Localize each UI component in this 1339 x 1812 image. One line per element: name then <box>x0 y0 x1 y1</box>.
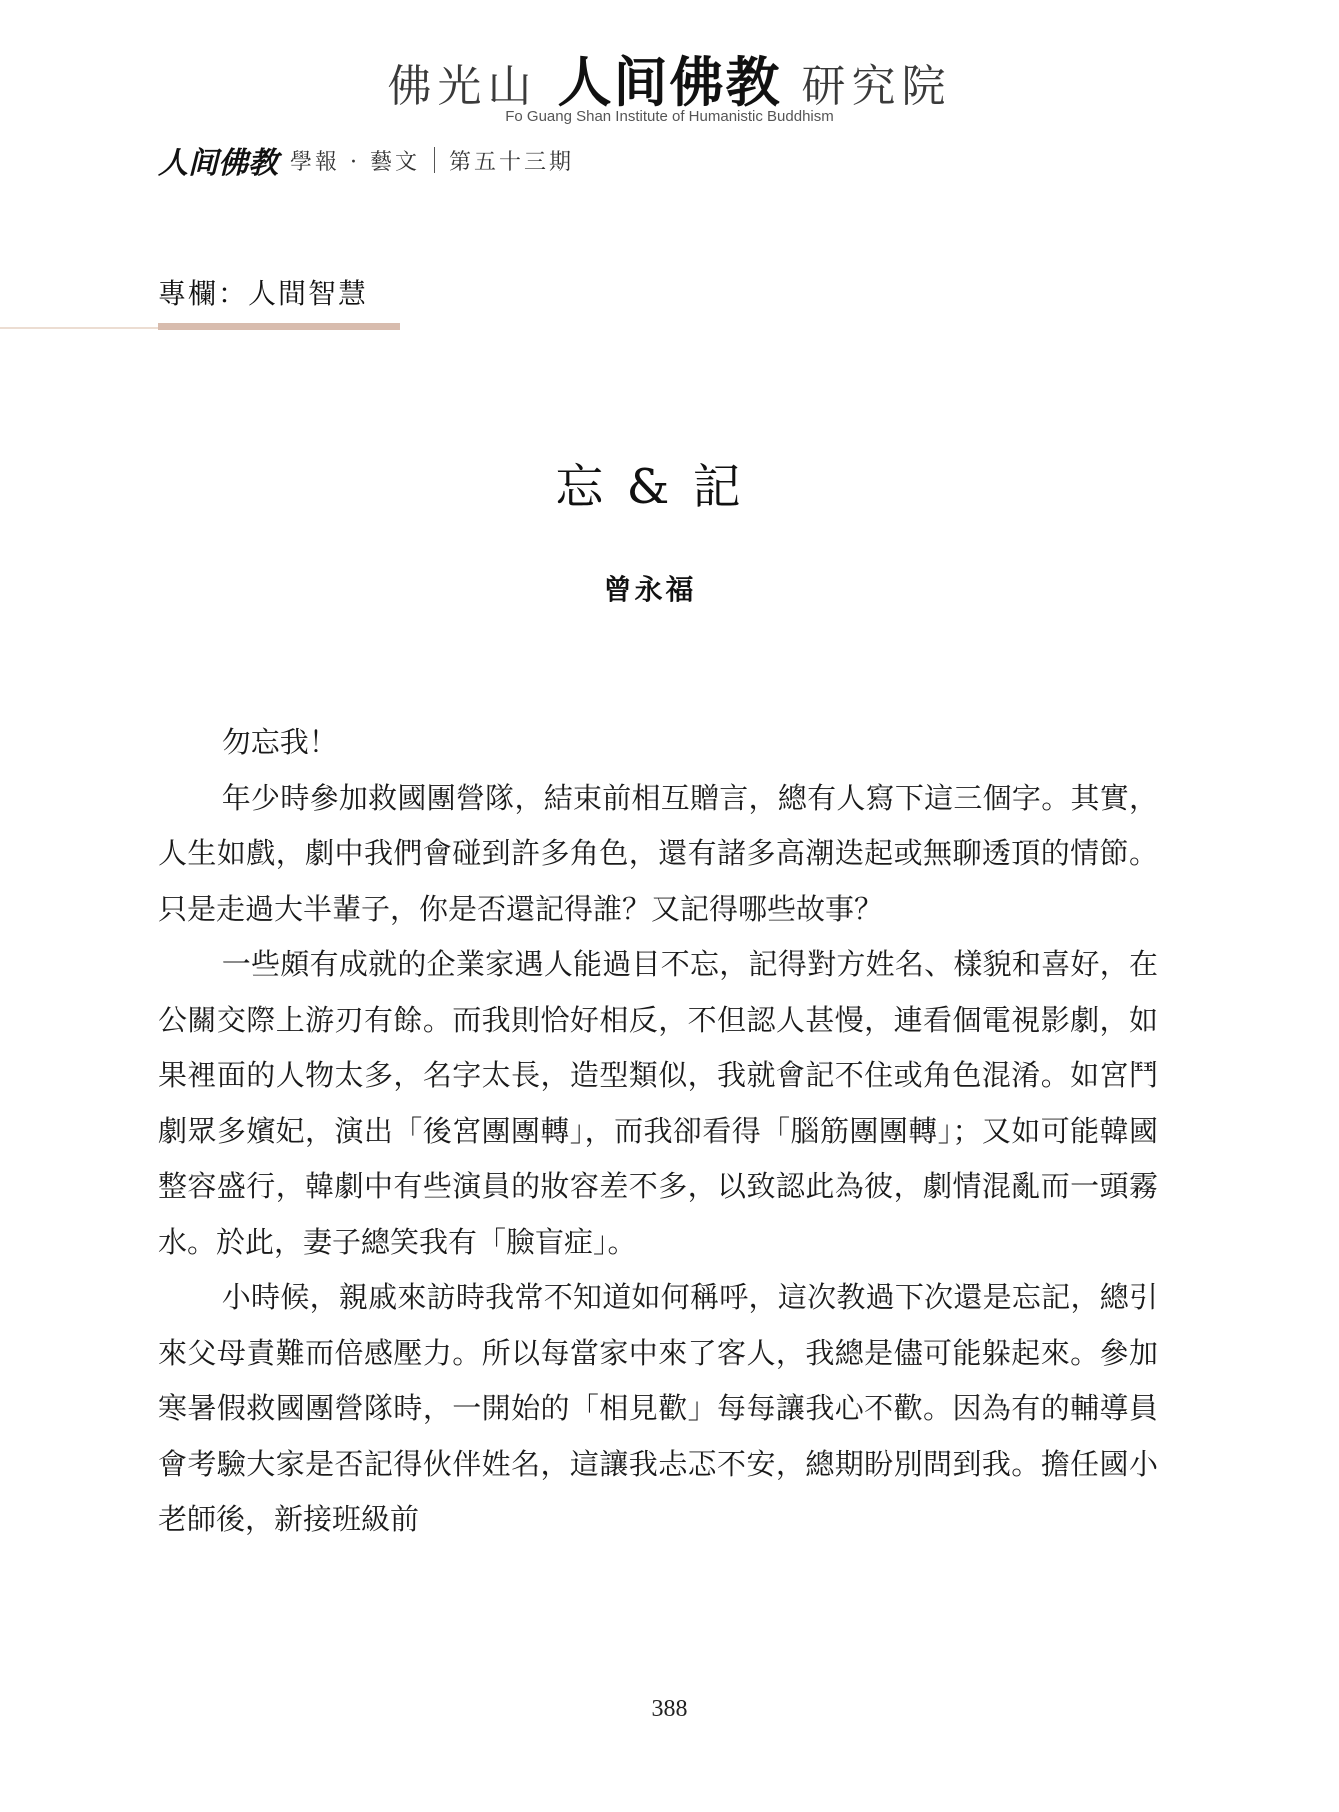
journal-header <box>158 142 574 181</box>
article-paragraph: 年少時參加救國團營隊，結束前相互贈言，總有人寫下這三個字。其實，人生如戲，劇中我們會碰到許多角色，還有諸多高潮迭起或無聊透頂的情節。只是走過大半輩子，你是否還記得誰？又記得哪些故事？ <box>158 780 1158 926</box>
journal-issue: 第五十三期 <box>448 149 574 175</box>
article-paragraph: 勿忘我！ <box>221 725 338 759</box>
institute-brand-logo: 人间佛教 <box>557 50 782 114</box>
institute-suffix: 研究院 <box>801 61 952 112</box>
column-label: 專欄：人間智慧 <box>158 277 369 310</box>
journal-name: 學報 · 藝文 <box>290 149 420 175</box>
article-author: 曾永福 <box>603 573 697 606</box>
article-paragraph: 小時候，親戚來訪時我常不知道如何稱呼，這次教過下次還是忘記，總引來父母責難而倍感壓力。所以每當家中來了客人，我總是儘可能躲起來。參加寒暑假救國團營隊時，一開始的「相見歡」每每讓我心不歡。因為有的輔導員會考驗大家是否記得伙伴姓名，這讓我忐忑不安，總期盼別問到我。擔任國小老師後，新接班級前 <box>158 1280 1158 1536</box>
page-number: 388 <box>651 1696 688 1722</box>
journal-brand-logo: 人间佛教 <box>158 146 278 181</box>
institute-english-name: Fo Guang Shan Institute of Humanistic Buddhism <box>505 108 834 125</box>
institute-prefix: 佛光山 <box>387 61 538 112</box>
column-rule-accent <box>158 323 400 330</box>
article-paragraph: 一些頗有成就的企業家遇人能過目不忘，記得對方姓名、樣貌和喜好，在公關交際上游刃有餘。而我則恰好相反，不但認人甚慢，連看個電視影劇，如果裡面的人物太多，名字太長，造型類似，我就會記不住或角色混淆。如宮鬥劇眾多嬪妃，演出「後宮團團轉」，而我卻看得「腦筋團團轉」；又如可能韓國整容盛行，韓劇中有些演員的妝容差不多，以致認此為彼，劇情混亂而一頭霧水。於此，妻子總笑我有「臉盲症」。 <box>158 947 1158 1259</box>
institute-title <box>0 40 1339 117</box>
journal-divider <box>434 147 435 173</box>
article-title: 忘 & 記 <box>555 459 745 515</box>
article-body <box>158 715 1158 1548</box>
